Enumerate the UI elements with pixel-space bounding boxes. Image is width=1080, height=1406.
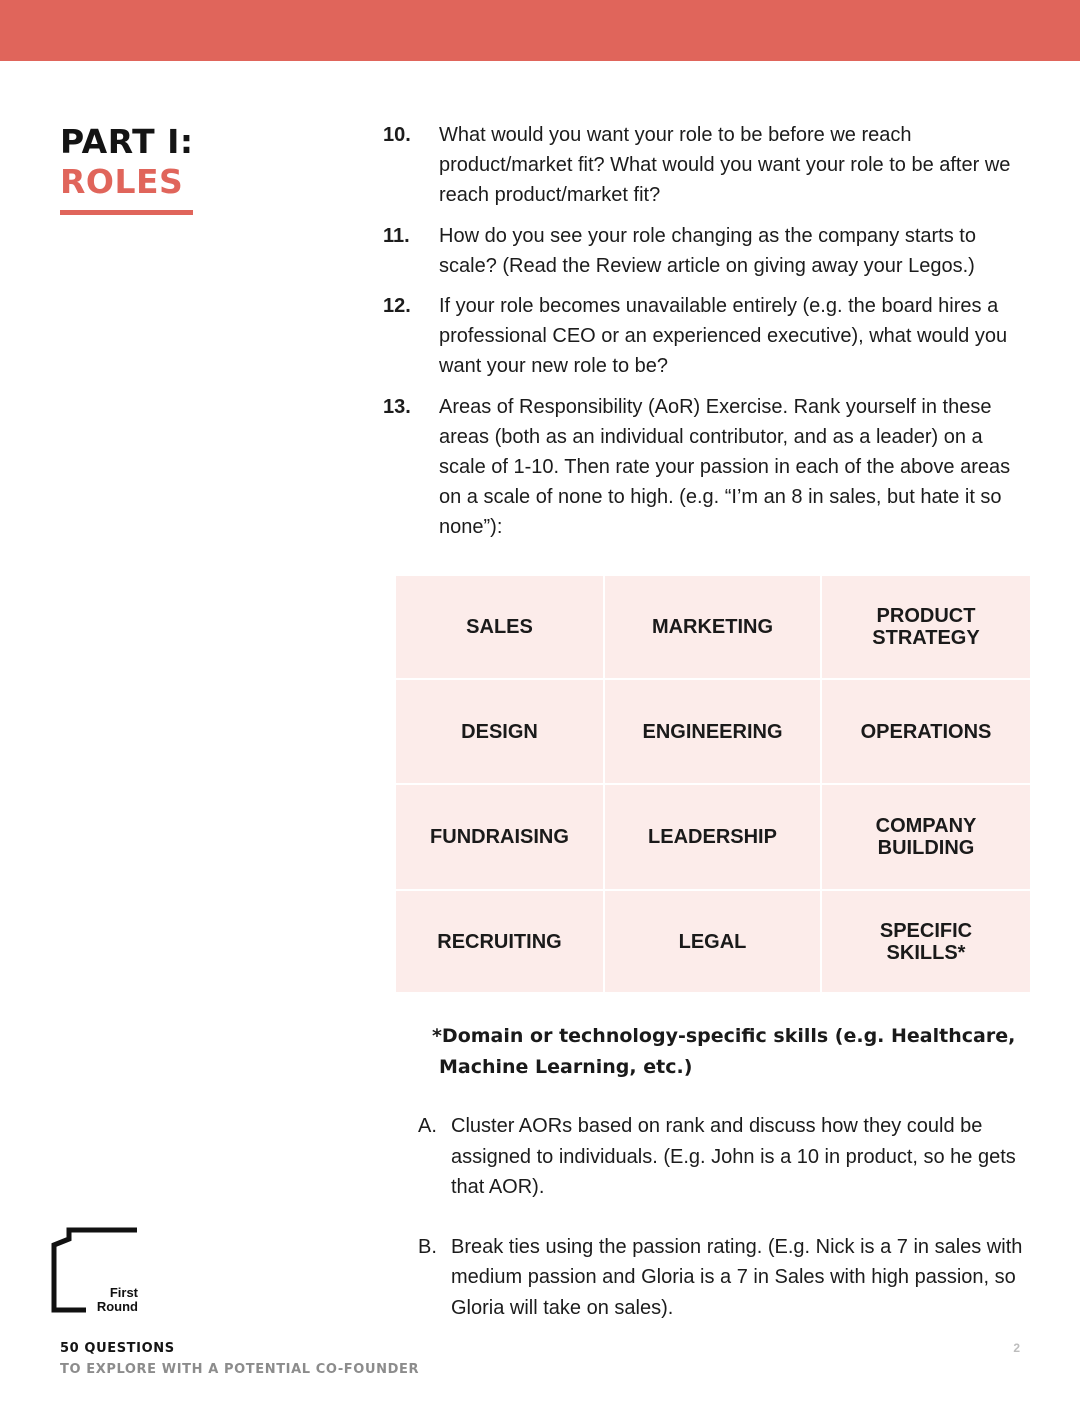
sub-item — [418, 1232, 1038, 1324]
aor-label: SALES — [466, 616, 533, 638]
aor-label: FUNDRAISING — [430, 826, 569, 848]
aor-label: DESIGN — [461, 720, 538, 743]
question-text: If your role becomes unavailable entirely (e.g. the board hires a professional CEO or an experienced executive), what would you want your new role to be? — [439, 295, 1008, 378]
aor-grid — [396, 576, 1030, 990]
header-bar — [0, 0, 1080, 61]
footnote — [432, 1021, 1032, 1083]
sub-item-list — [418, 1111, 1038, 1352]
page-number: 2 — [1013, 1341, 1020, 1355]
question-number: 12. — [383, 295, 411, 318]
section-name: ROLES — [60, 162, 184, 201]
question-number: 11. — [383, 224, 410, 247]
title-underline — [60, 210, 193, 215]
logo-wordmark — [84, 1286, 138, 1314]
aor-cell — [396, 785, 603, 889]
logo-text-round: Round — [96, 1299, 138, 1314]
aor-label: SPECIFIC SKILLS* — [879, 919, 973, 964]
aor-cell — [822, 785, 1030, 889]
question-text: Areas of Responsibility (AoR) Exercise. Rank yourself in these areas (both as an individual contributor, and as a leader) on a scale of 1-10. Then rate your passion in each of the above areas on a scale of none to high. (e.g. “I’m an 8 in sales, but hate it so none”): — [439, 395, 1011, 539]
question-item — [383, 120, 1033, 211]
aor-label: LEGAL — [678, 930, 747, 953]
aor-label: COMPANY BUILDING — [875, 815, 977, 859]
footer-subtitle: TO EXPLORE WITH A POTENTIAL CO-FOUNDER — [60, 1362, 420, 1377]
sub-item-text: Cluster AORs based on rank and discuss how they could be assigned to individuals. (E.g. John is a 10 in product, so he gets that AOR). — [451, 1115, 1016, 1198]
aor-cell — [396, 680, 603, 783]
sub-item-text: Break ties using the passion rating. (E.g. Nick is a 7 in sales with medium passion and Gloria is a 7 in Sales with high passion, so Gloria will take on sales). — [451, 1235, 1023, 1319]
aor-label: MARKETING — [651, 616, 774, 638]
aor-cell — [605, 785, 820, 889]
aor-cell — [605, 680, 820, 783]
question-item — [383, 392, 1033, 543]
question-item — [383, 221, 1033, 281]
aor-cell — [605, 891, 820, 992]
section-title — [60, 122, 194, 202]
aor-cell — [822, 576, 1030, 678]
aor-cell — [822, 891, 1030, 992]
aor-cell — [396, 891, 603, 992]
footnote-line-2: Machine Learning, etc.) — [439, 1056, 693, 1078]
aor-cell — [396, 576, 603, 678]
question-text: What would you want your role to be before we reach product/market fit? What would you want your role to be after we reach product/market fit? — [439, 124, 1011, 207]
logo-text-first: First — [109, 1285, 138, 1300]
section-part-label: PART I: — [60, 122, 194, 161]
footer-title: 50 QUESTIONS — [60, 1341, 175, 1356]
question-number: 10. — [383, 124, 411, 146]
aor-label: ENGINEERING — [642, 720, 783, 743]
aor-label: PRODUCT STRATEGY — [872, 605, 980, 649]
aor-cell — [822, 680, 1030, 783]
aor-label: OPERATIONS — [860, 720, 992, 743]
question-text: How do you see your role changing as the company starts to scale? (Read the Review article on giving away your Legos.) — [439, 224, 976, 277]
aor-cell — [605, 576, 820, 678]
question-list — [383, 120, 1033, 553]
footnote-line-1: *Domain or technology-specific skills (e.g. Healthcare, — [432, 1025, 1016, 1047]
aor-label: LEADERSHIP — [648, 826, 777, 848]
sub-item-letter: A. — [418, 1115, 437, 1137]
sub-item-letter: B. — [418, 1235, 437, 1258]
question-number: 13. — [383, 395, 411, 418]
question-item — [383, 291, 1033, 382]
sub-item — [418, 1111, 1038, 1203]
aor-label: RECRUITING — [437, 930, 562, 953]
